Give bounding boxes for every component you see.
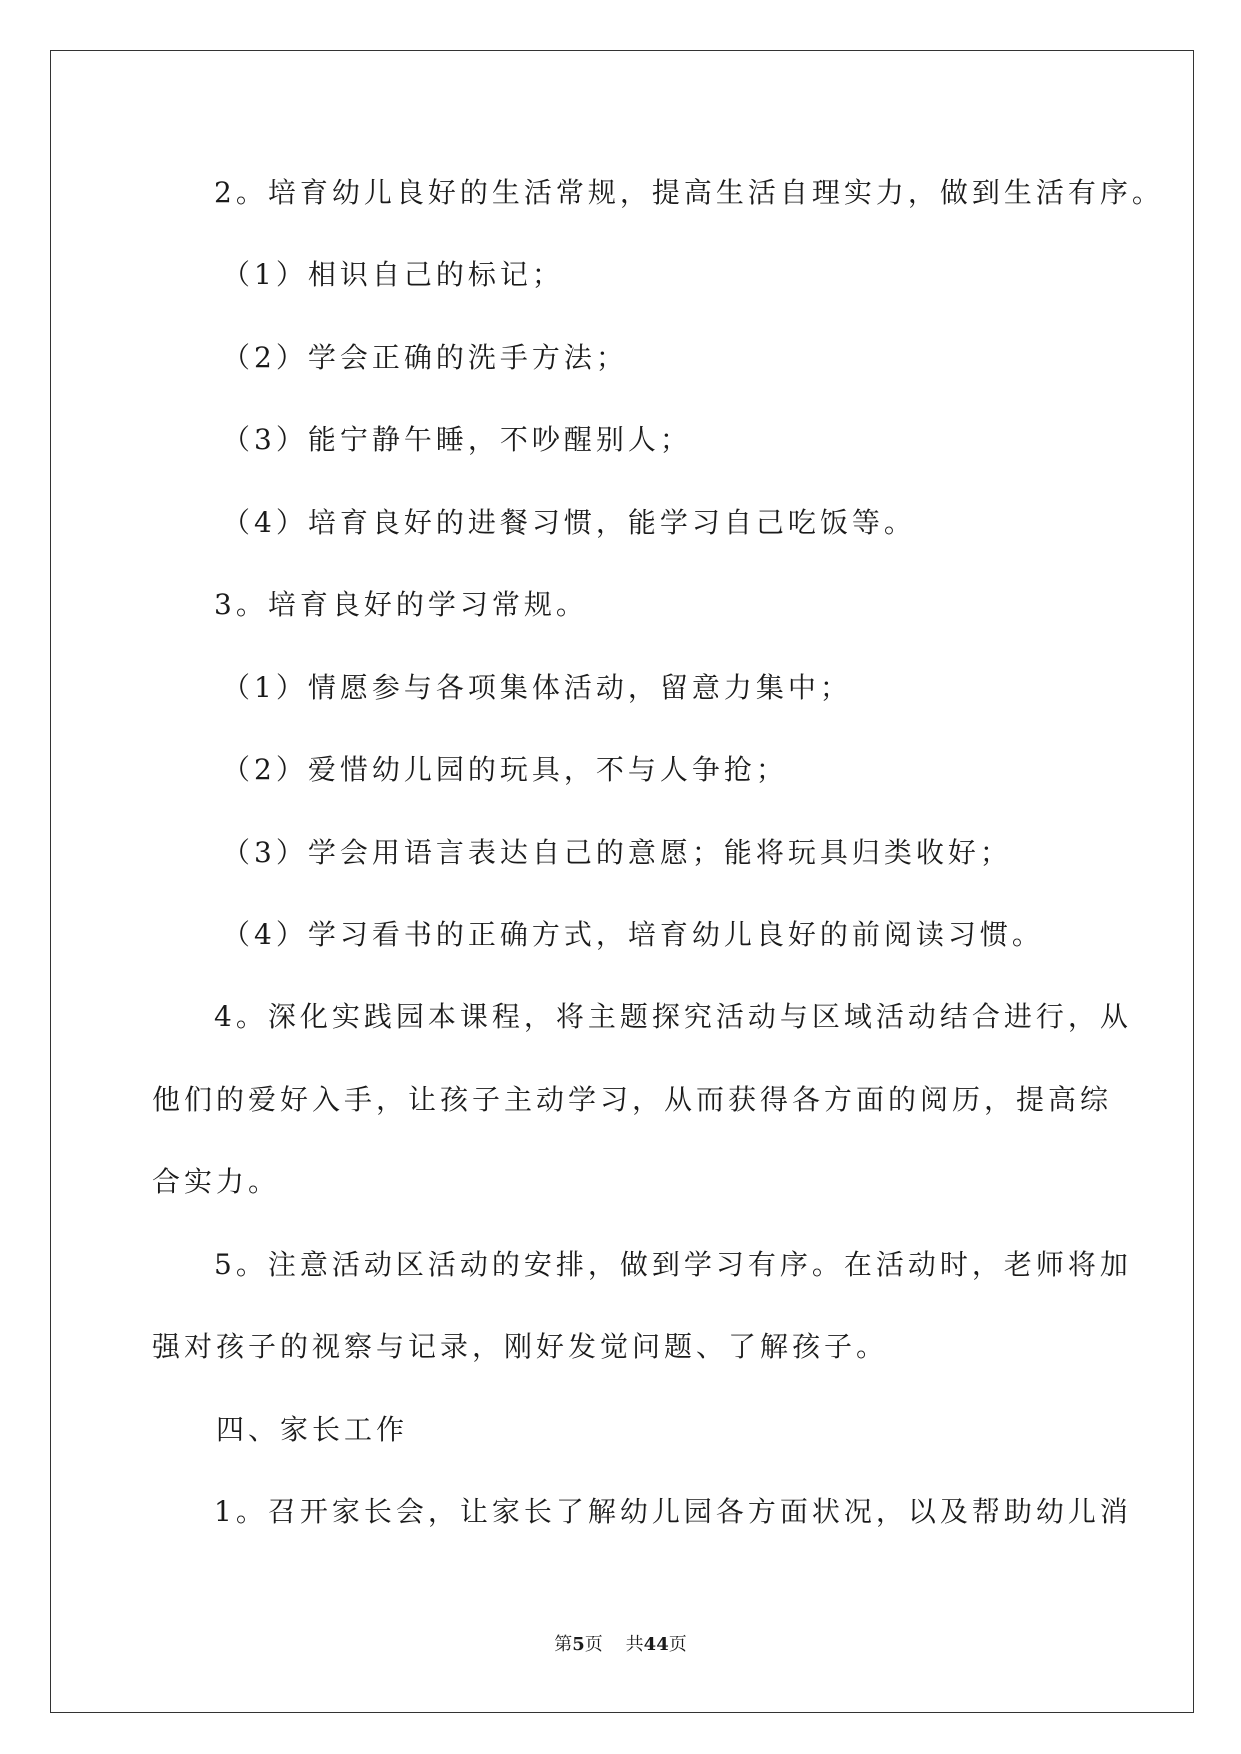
list-item: （3）学会用语言表达自己的意愿；能将玩具归类收好； (222, 836, 1012, 869)
list-item: （2）爱惜幼儿园的玩具，不与人争抢； (222, 753, 788, 786)
paragraph-line: 4。深化实践园本课程，将主题探究活动与区域活动结合进行，从 (214, 1000, 1132, 1033)
footer-page-suffix: 页 (584, 1634, 603, 1655)
page-footer (0, 1633, 1241, 1657)
list-item: （1）相识自己的标记； (222, 258, 564, 291)
list-item: （3）能宁静午睡，不吵醒别人； (222, 423, 692, 456)
paragraph-line: 他们的爱好入手，让孩子主动学习，从而获得各方面的阅历，提高综 (152, 1083, 1113, 1116)
page-border (50, 50, 1194, 1713)
paragraph-line: 5。注意活动区活动的安排，做到学习有序。在活动时，老师将加 (214, 1248, 1132, 1281)
paragraph-line: 强对孩子的视察与记录，刚好发觉问题、了解孩子。 (152, 1330, 889, 1363)
paragraph-line: 合实力。 (152, 1165, 281, 1198)
footer-total-pages: 44 (643, 1634, 669, 1655)
footer-total-prefix: 共 (625, 1634, 644, 1655)
section-heading: 四、家长工作 (216, 1413, 409, 1446)
footer-total-suffix: 页 (668, 1634, 687, 1655)
list-item: （4）学习看书的正确方式，培育幼儿良好的前阅读习惯。 (222, 918, 1044, 951)
footer-page-prefix: 第 (554, 1634, 573, 1655)
footer-page-number: 5 (572, 1634, 585, 1655)
list-item: （1）情愿参与各项集体活动，留意力集中； (222, 671, 852, 704)
list-item: （4）培育良好的进餐习惯，能学习自己吃饭等。 (222, 506, 916, 539)
list-item: （2）学会正确的洗手方法； (222, 341, 628, 374)
paragraph-line: 2。培育幼儿良好的生活常规，提高生活自理实力，做到生活有序。 (214, 176, 1164, 209)
paragraph-line: 3。培育良好的学习常规。 (214, 588, 588, 621)
paragraph-line: 1。召开家长会，让家长了解幼儿园各方面状况，以及帮助幼儿消 (214, 1495, 1132, 1528)
